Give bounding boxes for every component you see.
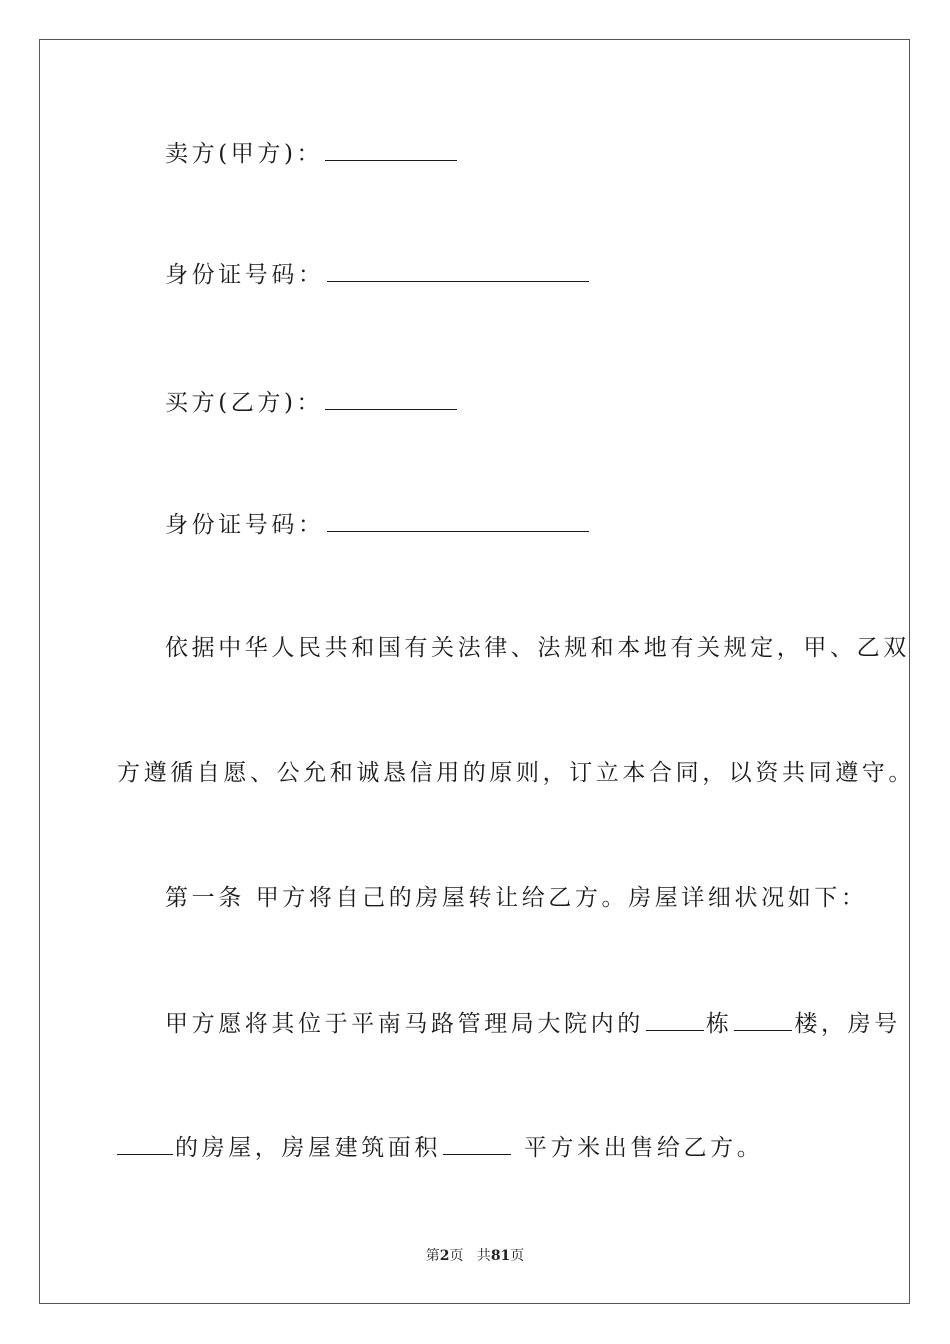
building-number-blank <box>646 1008 704 1031</box>
building-unit-text: 栋 <box>705 1011 733 1037</box>
seller-blank <box>325 138 457 161</box>
buyer-label: 买方(乙方)： <box>165 390 324 416</box>
buyer-id-blank <box>327 509 589 532</box>
location-text: 甲方愿将其位于平南马路管理局大院内的 <box>165 1011 644 1037</box>
seller-id-line <box>165 259 591 290</box>
seller-line <box>165 138 459 169</box>
seller-label: 卖方(甲方)： <box>165 141 324 167</box>
seller-id-label: 身份证号码： <box>165 262 325 288</box>
total-prefix: 共 <box>476 1248 491 1264</box>
preamble-line-1: 依据中华人民共和国有关法律、法规和本地有关规定，甲、乙双 <box>165 635 910 661</box>
buyer-blank <box>325 387 457 410</box>
seller-id-blank <box>327 259 589 282</box>
buyer-id-line <box>165 509 591 540</box>
article-1-heading: 第一条 甲方将自己的房屋转让给乙方。房屋详细状况如下： <box>165 885 868 911</box>
article-1-paragraph-line-2 <box>117 1132 763 1163</box>
page-frame <box>39 39 910 1304</box>
page-prefix: 第 <box>425 1248 440 1264</box>
total-suffix: 页 <box>510 1248 525 1264</box>
preamble-line-2: 方遵循自愿、公允和诚恳信用的原则，订立本合同，以资共同遵守。 <box>117 760 915 786</box>
floor-room-text: 楼，房号 <box>794 1011 901 1037</box>
area-unit-text: 平方米出售给乙方。 <box>513 1135 764 1161</box>
article-1-paragraph-line-1 <box>165 1008 901 1039</box>
page-suffix: 页 <box>449 1248 464 1264</box>
total-pages: 81 <box>490 1248 511 1264</box>
buyer-id-label: 身份证号码： <box>165 512 325 538</box>
room-number-blank <box>117 1132 173 1155</box>
page-number: 2 <box>439 1248 450 1264</box>
house-area-text: 的房屋，房屋建筑面积 <box>175 1135 441 1161</box>
floor-number-blank <box>734 1008 792 1031</box>
area-blank <box>443 1132 511 1155</box>
page-footer <box>0 1246 950 1266</box>
buyer-line <box>165 387 459 418</box>
